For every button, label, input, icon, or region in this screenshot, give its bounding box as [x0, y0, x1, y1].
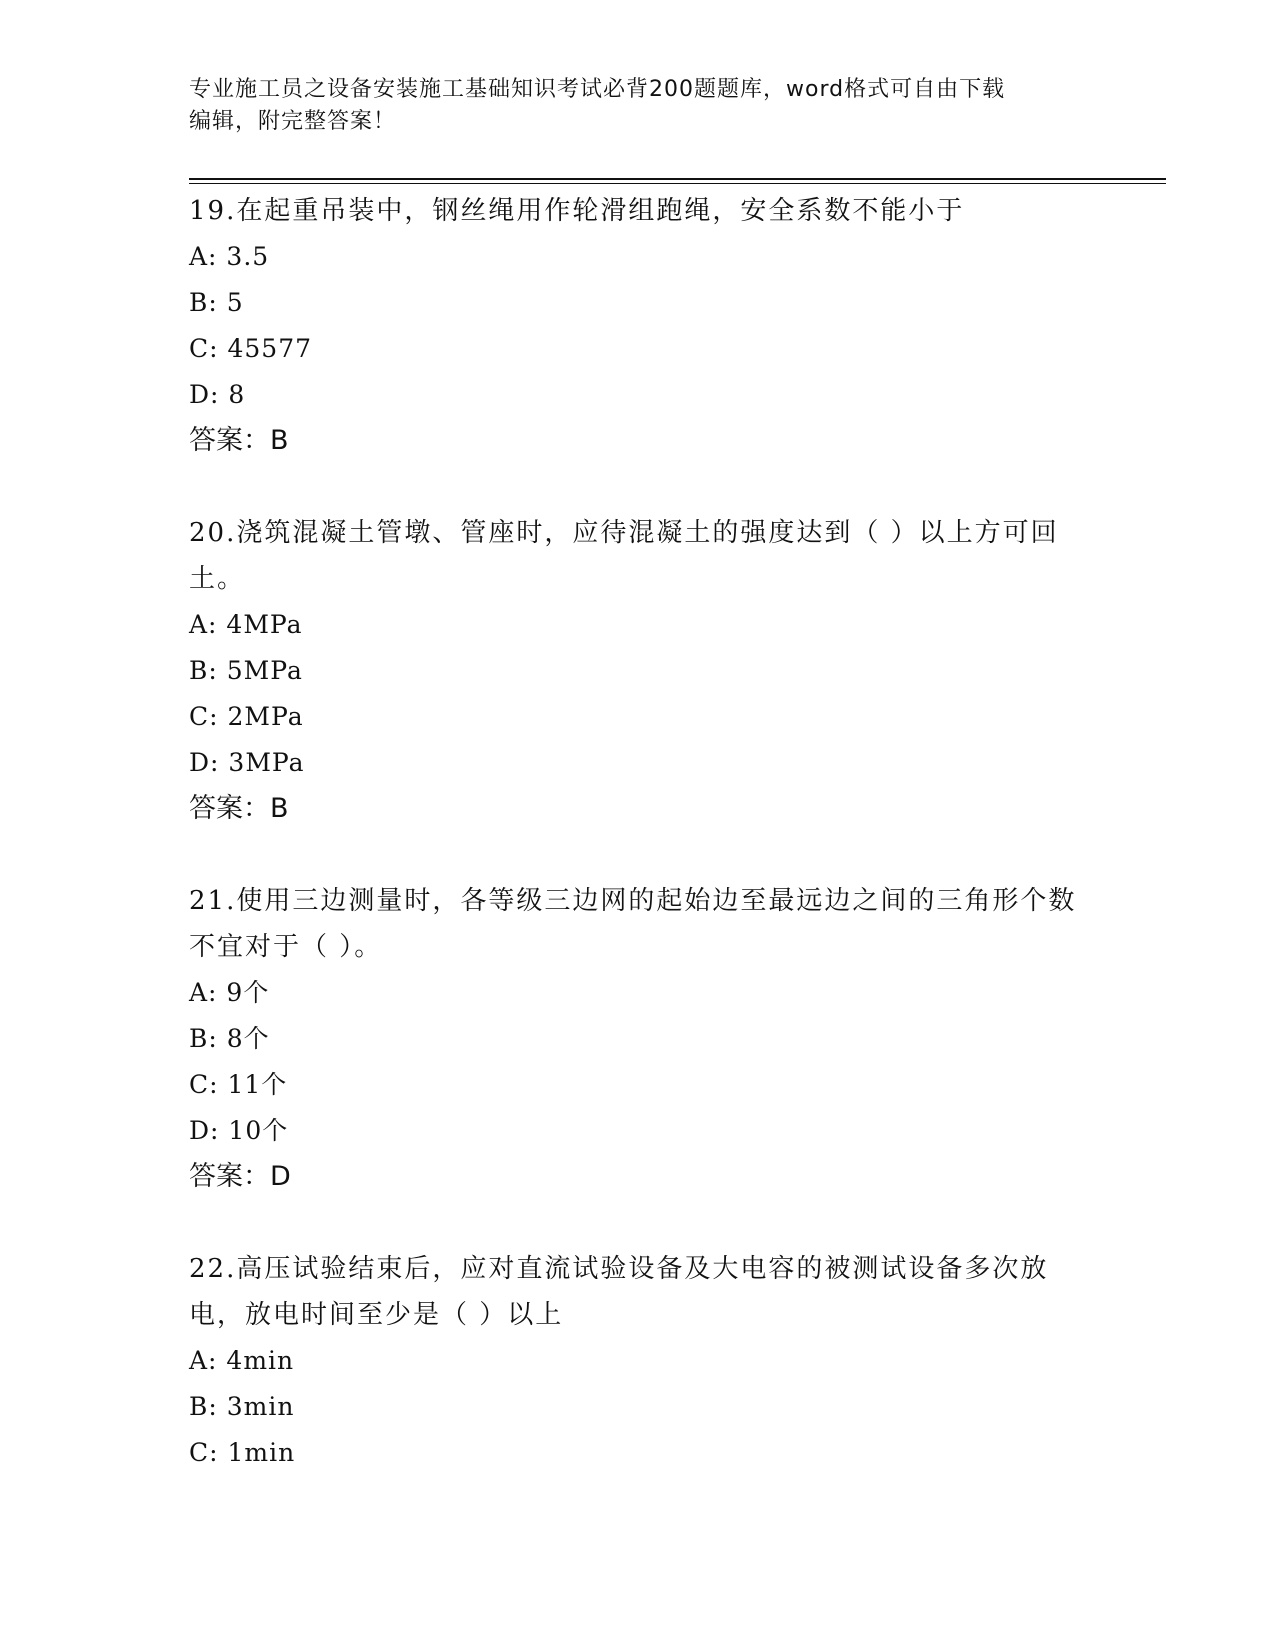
- option-d: D: 3MPa: [189, 748, 305, 777]
- option-c: C: 1min: [189, 1438, 296, 1467]
- option-c: C: 45577: [189, 334, 313, 363]
- option-a: A: 3.5: [189, 242, 270, 271]
- header-divider-thick: [189, 178, 1166, 180]
- question-text: 19.在起重吊装中，钢丝绳用作轮滑组跑绳，安全系数不能小于: [189, 196, 965, 226]
- option-c: C: 2MPa: [189, 702, 304, 731]
- question-21: [189, 878, 1089, 1200]
- answer-line: 答案：D: [189, 1161, 291, 1192]
- answer-line: 答案：B: [189, 425, 289, 456]
- header-title-line-2: 编辑，附完整答案！: [189, 109, 397, 134]
- option-d: D: 8: [189, 380, 246, 409]
- option-b: B: 3min: [189, 1392, 295, 1421]
- question-text: 22.高压试验结束后，应对直流试验设备及大电容的被测试设备多次放电，放电时间至少是（ ）以上: [189, 1254, 1049, 1330]
- option-b: B: 5MPa: [189, 656, 303, 685]
- option-a: A: 4min: [189, 1346, 295, 1375]
- option-c: C: 11个: [189, 1070, 288, 1099]
- question-22: [189, 1246, 1089, 1476]
- question-20: [189, 510, 1089, 832]
- question-list: [189, 188, 1089, 1522]
- option-d: D: 10个: [189, 1116, 289, 1145]
- option-b: B: 8个: [189, 1024, 270, 1053]
- question-19: [189, 188, 1089, 464]
- option-a: A: 4MPa: [189, 610, 303, 639]
- option-a: A: 9个: [189, 978, 270, 1007]
- question-text: 20.浇筑混凝土管墩、管座时，应待混凝土的强度达到（ ）以上方可回土。: [189, 518, 1059, 594]
- question-text: 21.使用三边测量时，各等级三边网的起始边至最远边之间的三角形个数不宜对于（ ）。: [189, 886, 1077, 962]
- header-divider-thin: [189, 183, 1166, 184]
- option-b: B: 5: [189, 288, 244, 317]
- document-header: [189, 74, 1089, 138]
- header-title-line-1: 专业施工员之设备安装施工基础知识考试必背200题题库，word格式可自由下载: [189, 77, 1006, 102]
- answer-line: 答案：B: [189, 793, 289, 824]
